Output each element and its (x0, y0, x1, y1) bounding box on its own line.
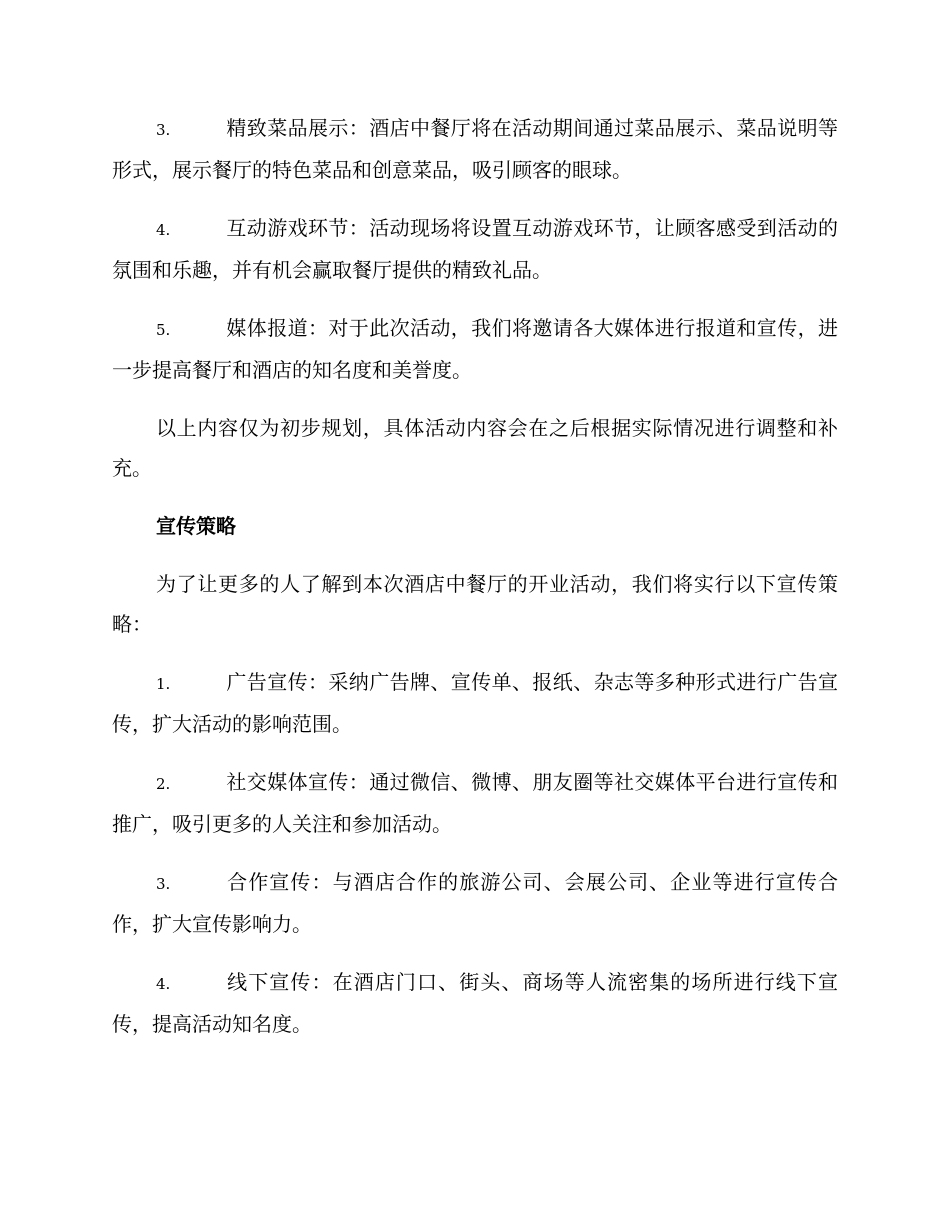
list-item (112, 208, 838, 290)
list-item-text: 媒体报道：对于此次活动，我们将邀请各大媒体进行报道和宣传，进一步提高餐厅和酒店的知名度和美誉度。 (112, 316, 838, 382)
document-body (112, 108, 838, 1062)
intro-paragraph: 为了让更多的人了解到本次酒店中餐厅的开业活动，我们将实行以下宣传策略： (112, 572, 838, 636)
list-item-number: 5. (156, 321, 171, 339)
list-item (112, 762, 838, 844)
list-item (112, 308, 838, 390)
list-item-text: 广告宣传：采纳广告牌、宣传单、报纸、杂志等多种形式进行广告宣传，扩大活动的影响范围。 (112, 670, 838, 736)
list-item-text: 社交媒体宣传：通过微信、微博、朋友圈等社交媒体平台进行宣传和推广，吸引更多的人关注和参加活动。 (112, 770, 838, 836)
list-item-text: 互动游戏环节：活动现场将设置互动游戏环节，让顾客感受到活动的氛围和乐趣，并有机会赢取餐厅提供的精致礼品。 (112, 216, 838, 282)
list-item-number: 4. (156, 975, 171, 993)
list-item-number: 3. (156, 875, 171, 893)
list-item-text: 合作宣传：与酒店合作的旅游公司、会展公司、企业等进行宣传合作，扩大宣传影响力。 (112, 870, 838, 936)
list-item (112, 108, 838, 190)
list-item-number: 3. (156, 121, 171, 139)
section-heading: 宣传策略 (156, 514, 236, 538)
list-item (112, 662, 838, 744)
summary-paragraph: 以上内容仅为初步规划，具体活动内容会在之后根据实际情况进行调整和补充。 (112, 416, 838, 480)
list-item (112, 962, 838, 1044)
list-item (112, 862, 838, 944)
list-item-text: 线下宣传：在酒店门口、街头、商场等人流密集的场所进行线下宣传，提高活动知名度。 (112, 970, 838, 1036)
list-item-number: 4. (156, 221, 171, 239)
list-item-number: 1. (156, 675, 171, 693)
list-item-text: 精致菜品展示：酒店中餐厅将在活动期间通过菜品展示、菜品说明等形式，展示餐厅的特色菜品和创意菜品，吸引顾客的眼球。 (112, 116, 838, 182)
list-item-number: 2. (156, 775, 171, 793)
